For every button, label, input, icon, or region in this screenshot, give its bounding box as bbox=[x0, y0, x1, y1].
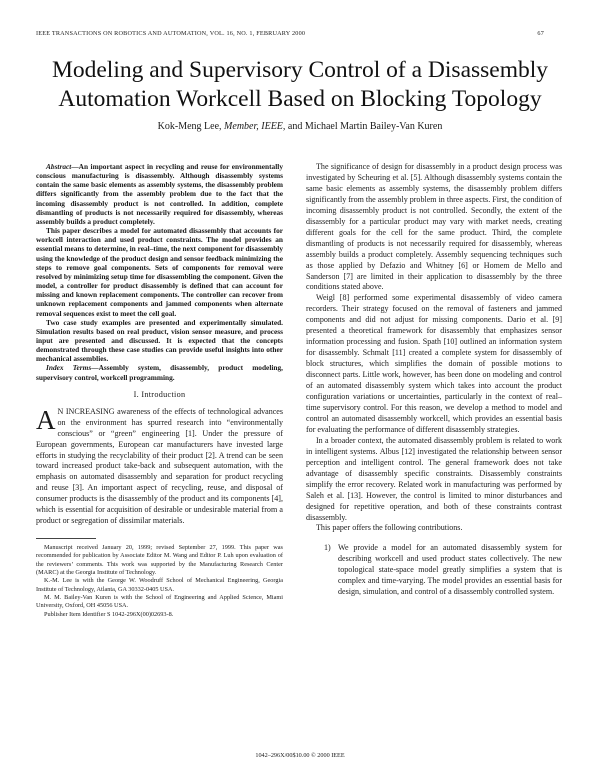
running-header bbox=[36, 30, 544, 37]
abstract-paragraph: Abstract—An important aspect in recycling and reuse for environmentally conscious manufacturing is disassembly. Although disassembly systems contain the same basic elements as assembly systems, the disassembly problem differs significantly from the assembly problem due to the fact that the incoming disassembly product is not controlled. In addition, complete dismantling of products is not necessarily required for disassembly, whereas assembly builds a product completely. bbox=[36, 162, 283, 226]
body-paragraph: This paper offers the following contributions. bbox=[316, 523, 463, 533]
author-line bbox=[30, 121, 570, 132]
page-number: 67 bbox=[537, 30, 544, 37]
author-2: and Michael Martin Bailey-Van Kuren bbox=[287, 121, 443, 132]
copyright-line: 1042–296X/00$10.00 © 2000 IEEE bbox=[255, 752, 345, 759]
introduction bbox=[36, 404, 283, 527]
index-terms: Index Terms—Assembly system, disassembly, product modeling, supervisory control, workcell programming. bbox=[36, 363, 283, 382]
abstract-paragraph: This paper describes a model for automated disassembly that accounts for workcell interaction and used product constraints. The model provides an essential means to determine, in real–time, the next component for disassembly using the knowledge of the product design and sensor feedback minimizing the steps to remove goal components. Sets of components for removal were resolved by minimizing setup time for disassembling the component. Given the model, a controller for product disassembly is defined that can account for missing and known replacement components. The controller can recover from unknown replacement components and jammed components when alternate removal sequences exist to meet the cell goal. bbox=[36, 226, 283, 318]
footnote: K.-M. Lee is with the George W. Woodruff School of Mechanical Engineering, Georgia Institute of Technology, Atlanta, GA 30332-0405 USA. bbox=[36, 577, 283, 593]
contribution-list bbox=[324, 543, 562, 598]
index-terms-label: Index Terms bbox=[46, 363, 92, 373]
author-1: Kok-Meng Lee, bbox=[157, 121, 222, 132]
contribution-number: 1) bbox=[324, 543, 331, 553]
drop-cap: A bbox=[36, 404, 56, 435]
body-paragraph: The significance of design for disassembly in a product design process was investigated by Scheuring et al. [5]. Although disassembly systems contain the same basic elements as assembly systems, the disassembly problem differs significantly from the assembly problem in three aspects. First, the condition of incoming disassembly product is not controlled. Secondly, the extent of the disassembly for a particular product may vary with market needs, creating different goals for the cell for the same product. Third, the complete dismantling of products is not necessarily required for disassembly, whereas assembly builds a product completely. Assembly sequencing techniques such as those applied by Defazio and Whitney [6] or Homem de Mello and Sanderson [7] are limited in their application to disassembly by the three conditions stated above. bbox=[306, 162, 562, 292]
body-paragraph: In a broader context, the automated disassembly problem is related to work in intelligent systems. Albus [12] investigated the relationship between sensor perception and intelligent control. The general framework does not take advantage of disassembly specific constraints. Disassembly constraints simplify the error recovery. Related work in manufacturing was performed by Saleh et al. [13]. However, the control is limited to minor disturbances and designed for repetitive operation, and both of these constraints contrast disassembly. bbox=[306, 435, 562, 522]
paper-title: Modeling and Supervisory Control of a Disassembly Automation Workcell Based on Blocking Topology bbox=[51, 57, 549, 112]
abstract-label: Abstract bbox=[46, 162, 72, 171]
body-paragraph: Weigl [8] performed some experimental disassembly of video camera recorders. Their strategy focused on the removal of fasteners and jammed components and did not adjust for missing components. Dario et al. [9] presented a theoretical framework for disassembly that emphasizes sensor information processing and fusion. Spath [10] outlined an information system for disassembly. Schmalt [11] created a complete system for disassembly of block structures, which simplifies the domain of possible motions to disconnect parts. Little work, however, has been done on modeling and control of an automated disassembly system which takes into account the product configuration variations or uncertainties, particularly in the context of real–time supervisory control. For this reason, we develop a method to model and control an automated disassembly workcell, which provides an essential basis for evaluating the performance of different disassembly strategies. bbox=[306, 293, 562, 434]
contribution-text: We provide a model for an automated disassembly system for describing workcell and used product states collectively. The new topological state-space model greatly simplifies a system that is complex and time-varying. The model provides an essential basis for design, simulation, and control of a disassembly controlled system. bbox=[338, 543, 562, 597]
footnote: M. M. Bailey-Van Kuren is with the School of Engineering and Applied Science, Miami University, Oxford, OH 45056 USA. bbox=[36, 593, 283, 610]
intro-paragraph: A N INCREASING awareness of the effects of technological advances on the environment has spurred research into “environmentally conscious” or “green” engineering [1]. Under the pressure of European governments, European car manufacturers have invested large efforts in studying the recyclability of their product [2]. A trend can be seen toward increased product take-back and subsequent automation, with the emphasis on automated disassembly and separation for product recycling and reuse [3]. An important aspect of recycling, reuse, and disposal of consumer products is the disassembly of the product and its components [4], which is essential for acquisition of desirable or undesirable material from a product or segregation of dissimilar materials. bbox=[36, 404, 283, 526]
abstract bbox=[36, 162, 283, 382]
footnote-divider bbox=[36, 538, 96, 539]
author-1-role: Member, IEEE, bbox=[224, 121, 286, 132]
right-column bbox=[306, 162, 562, 598]
footnote: Manuscript received January 20, 1999; revised September 27, 1999. This paper was recommended for publication by Associate Editor M. Wang and Editor P. Luh upon evaluation of the reviewers’ comments. This work was supported by the Manufacturing Research Center (MARC) at the Georgia Institute of Technology. bbox=[36, 544, 283, 577]
journal-name: IEEE TRANSACTIONS ON ROBOTICS AND AUTOMATION, VOL. 16, NO. 1, FEBRUARY 2000 bbox=[36, 30, 306, 37]
section-heading: I. Introduction bbox=[133, 389, 186, 399]
abstract-paragraph: Two case study examples are presented and experimentally simulated. Simulation results based on real product, vision sensor measure, and process input are presented and discussed. It is expected that the concepts demonstrated through these case studies can provide useful insights into other mechanical assemblies. bbox=[36, 317, 283, 364]
footnote: Publisher Item Identifier S 1042-296X(00)02693-8. bbox=[44, 610, 174, 618]
left-column bbox=[36, 162, 283, 619]
footnotes bbox=[36, 544, 283, 619]
contribution-item bbox=[324, 543, 562, 598]
intro-first-words: N INCREASING bbox=[57, 406, 115, 416]
